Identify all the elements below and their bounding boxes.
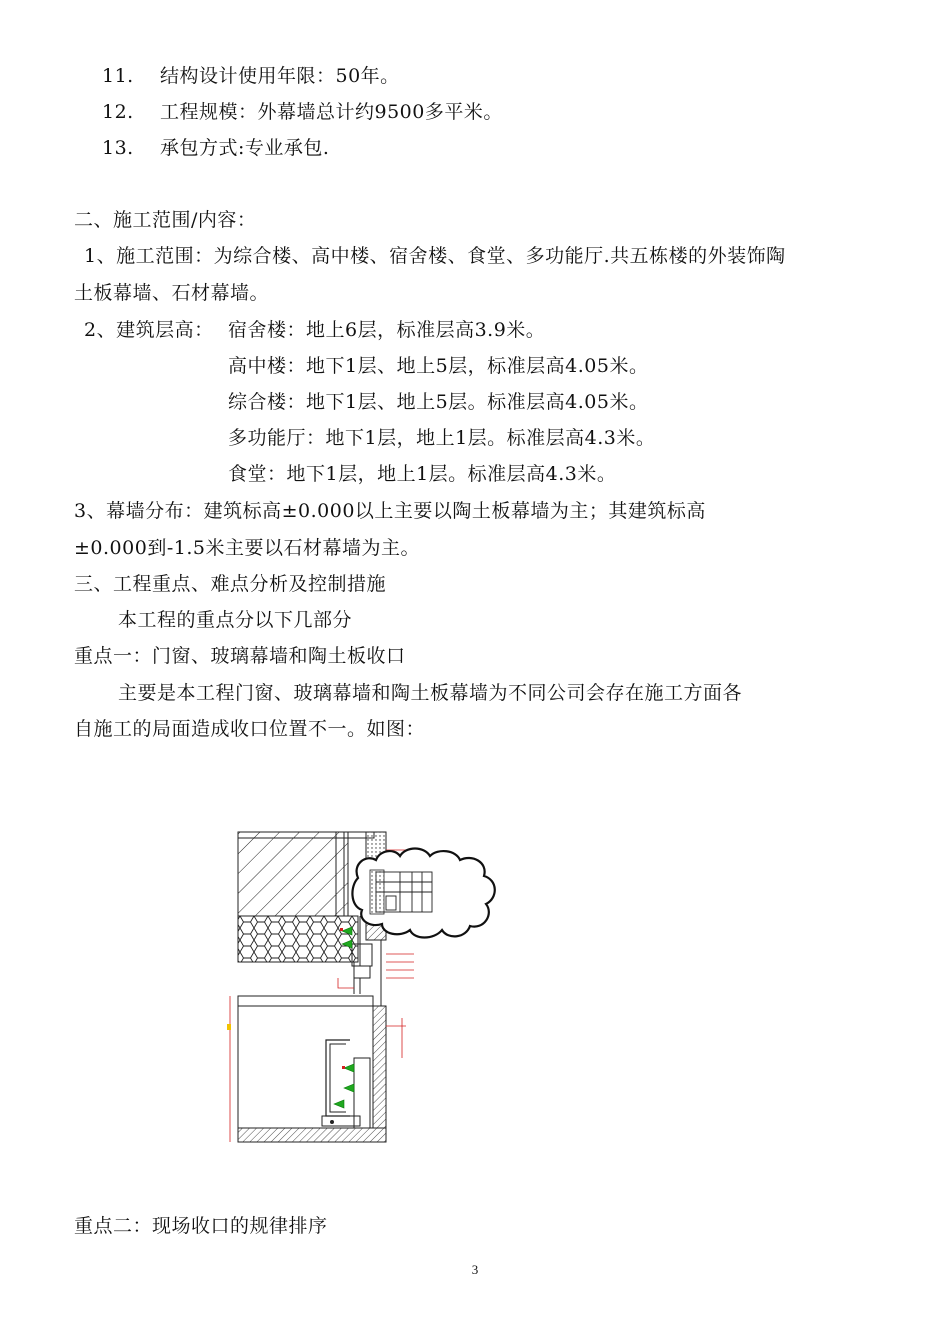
- list-item-text: 承包方式:专业承包.: [160, 137, 330, 159]
- list-item-text: 结构设计使用年限：50年。: [160, 65, 400, 87]
- section-heading: 三、工程重点、难点分析及控制措施: [74, 573, 387, 595]
- list-item-number: 11.: [102, 65, 134, 87]
- section-heading: 二、施工范围/内容：: [74, 209, 257, 231]
- height-item: 食堂：地下1层，地上1层。标准层高4.3米。: [228, 463, 617, 485]
- paragraph-line: 本工程的重点分以下几部分: [118, 609, 353, 631]
- height-item: 综合楼：地下1层、地上5层。标准层高4.05米。: [228, 391, 649, 413]
- key-point-title: 重点二：现场收口的规律排序: [74, 1215, 328, 1237]
- paragraph-line: 自施工的局面造成收口位置不一。如图：: [74, 718, 426, 740]
- list-item-11: [102, 64, 400, 88]
- height-item: 宿舍楼：地上6层，标准层高3.9米。: [228, 319, 546, 341]
- list-item-13: [102, 136, 329, 160]
- paragraph-line: 1、施工范围：为综合楼、高中楼、宿舍楼、食堂、多功能厅.共五栋楼的外装饰陶: [84, 245, 786, 267]
- height-item: 多功能厅：地下1层，地上1层。标准层高4.3米。: [228, 427, 656, 449]
- height-label: 2、建筑层高：: [84, 319, 214, 341]
- list-item-number: 12.: [102, 101, 134, 123]
- paragraph-line: 土板幕墙、石材幕墙。: [74, 282, 270, 304]
- page-number: 3: [471, 1262, 479, 1277]
- paragraph-line: 主要是本工程门窗、玻璃幕墙和陶土板幕墙为不同公司会存在施工方面各: [118, 682, 743, 704]
- paragraph-line: 3、幕墙分布：建筑标高±0.000以上主要以陶土板幕墙为主；其建筑标高: [74, 500, 706, 522]
- key-point-title: 重点一：门窗、玻璃幕墙和陶土板收口: [74, 645, 406, 667]
- curtain-wall-detail-drawing: [226, 826, 516, 1156]
- list-item-number: 13.: [102, 137, 134, 159]
- list-item-12: [102, 100, 503, 124]
- paragraph-line: ±0.000到-1.5米主要以石材幕墙为主。: [74, 537, 420, 559]
- list-item-text: 工程规模：外幕墙总计约9500多平米。: [160, 101, 503, 123]
- height-item: 高中楼：地下1层、地上5层，标准层高4.05米。: [228, 355, 649, 377]
